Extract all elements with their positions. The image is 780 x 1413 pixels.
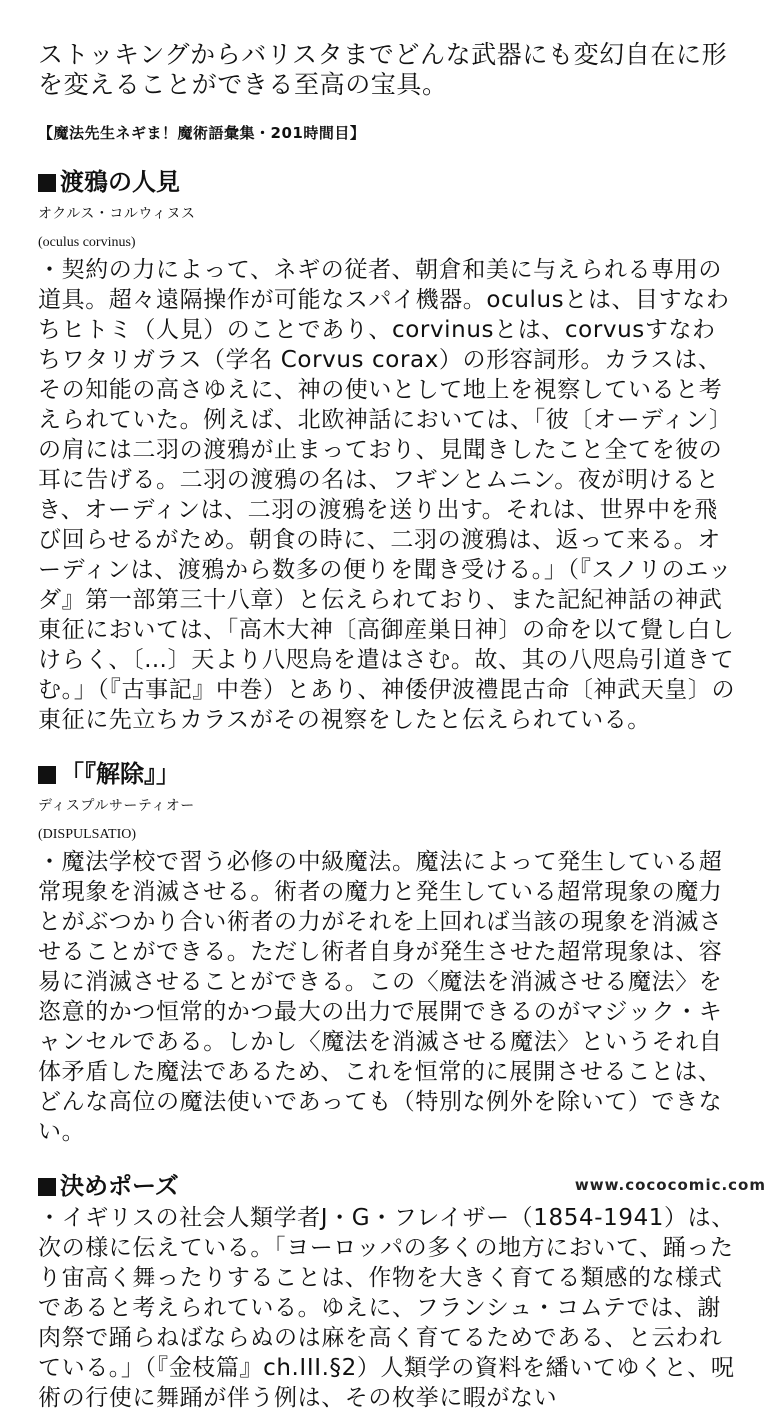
entry-heading bbox=[38, 167, 738, 197]
site-watermark: www.cococomic.com bbox=[574, 1176, 766, 1194]
glossary-entry-pose bbox=[38, 1171, 738, 1413]
section-header: 【魔法先生ネギま！魔術語彙集・201時間目】 bbox=[38, 124, 366, 142]
entry-body: ・魔法学校で習う必修の中級魔法。魔法によって発生している超常現象を消滅させる。術者の魔力と発生している超常現象の魔力とがぶつかり合い術者の力がそれを上回れば当該の現象を消滅させることができる。ただし術者自身が発生させた超常現象は、容易に消滅させることができる。この〈魔法を消滅させる魔法〉を恣意的かつ恒常的かつ最大の出力で展開できるのがマジック・キャンセルである。しかし〈魔法を消滅させる魔法〉というそれ自体矛盾した魔法であるため、これを恒常的に展開させることは、どんな高位の魔法使いであっても（特別な例外を除いて）できない。 bbox=[38, 849, 723, 1145]
square-bullet-icon bbox=[38, 1178, 56, 1196]
entry-katakana-reading: オクルス・コルウィヌス bbox=[38, 206, 196, 222]
glossary-entry-oculus bbox=[38, 167, 738, 735]
entry-heading bbox=[38, 759, 738, 789]
entry-body: ・イギリスの社会人類学者J・G・フレイザー（1854-1941）は、次の様に伝えている。「ヨーロッパの多くの地方において、踊ったり宙高く舞ったりすることは、作物を大きく育てる類感的な様式であると考えられている。ゆえに、フランシュ・コムテでは、謝肉祭で踊らねばならぬのは麻を高く育てるためである、と云われている。」（『金枝篇』ch.III.§2）人類学の資料を繙いてゆくと、呪術の行使に舞踊が伴う例は、その枚挙に暇がない bbox=[38, 1205, 735, 1411]
entry-katakana-reading: ディスプルサーティオー bbox=[38, 798, 195, 814]
entry-latin-term: (DISPULSATIO) bbox=[38, 827, 136, 842]
glossary-entry-dispulsatio bbox=[38, 759, 738, 1147]
square-bullet-icon bbox=[38, 174, 56, 192]
intro-paragraph: ストッキングからバリスタまでどんな武器にも変幻自在に形を変えることができる至高の宝具。 bbox=[38, 40, 728, 99]
entry-heading-text: 「『解除』」 bbox=[60, 760, 180, 788]
entry-heading-text: 渡鴉の人見 bbox=[60, 168, 180, 196]
entry-latin-term: (oculus corvinus) bbox=[38, 235, 136, 250]
entry-heading-text: 決めポーズ bbox=[60, 1172, 179, 1200]
square-bullet-icon bbox=[38, 766, 56, 784]
entry-body: ・契約の力によって、ネギの従者、朝倉和美に与えられる専用の道具。超々遠隔操作が可能なスパイ機器。oculusとは、目すなわちヒトミ（人見）のことであり、corvinusとは、corvusすなわちワタリガラス（学名 Corvus corax）の形容詞形。カラスは、その知能の高さゆえに、神の使いとして地上を視察していると考えられていた。例えば、北欧神話においては、「彼〔オーディン〕の肩には二羽の渡鴉が止まっており、見聞きしたこと全てを彼の耳に告げる。二羽の渡鴉の名は、フギンとムニン。夜が明けるとき、オーディンは、二羽の渡鴉を送り出す。それは、世界中を飛び回らせるがため。朝食の時に、二羽の渡鴉は、返って来る。オーディンは、渡鴉から数多の便りを聞き受ける。」（『スノリのエッダ』第一部第三十八章）と伝えられており、また記紀神話の神武東征においては、「高木大神〔高御産巣日神〕の命を以て覺し白しけらく、〔…〕天より八咫烏を遣はさむ。故、其の八咫烏引道きてむ。」（『古事記』中巻）とあり、神倭伊波禮毘古命〔神武天皇〕の東征に先立ちカラスがその視察をしたと伝えられている。 bbox=[38, 257, 736, 733]
